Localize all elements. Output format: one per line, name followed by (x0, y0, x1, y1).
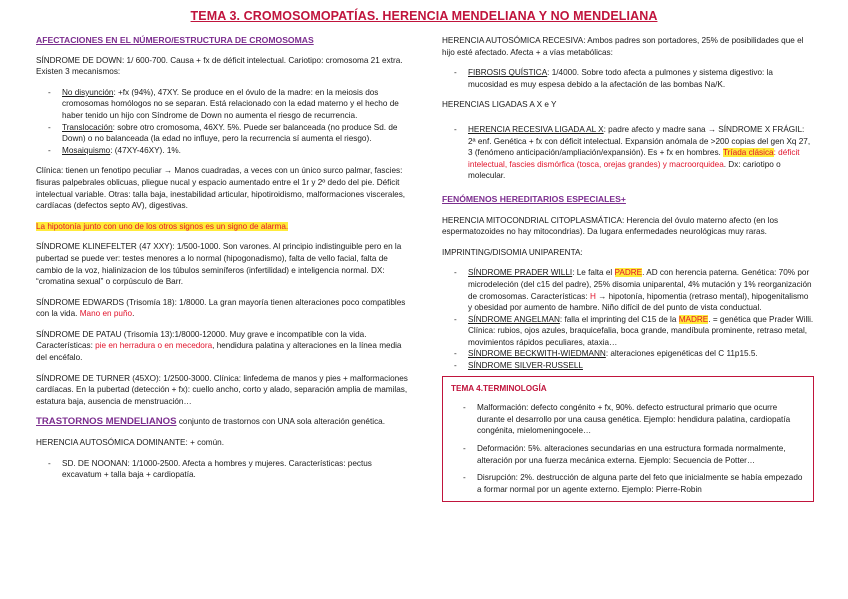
har-paragraph: HERENCIA AUTOSÓMICA RECESIVA: Ambos padres son portadores, 25% de posibilidades que el hijo esté afectado. Afecta + a vías metabólicas: (442, 36, 804, 57)
term: Translocación (62, 122, 113, 132)
klinefelter-paragraph: SÍNDROME KLINEFELTER (47 XXY): 1/500-1000. Son varones. Al principio indistinguible pero en la pubertad se puede ver: testes menores a lo normal (hipogonadismo), falta de vello facial, falta de cambio de la voz, hialinizacion de los túbulos seminíferos (infertilidad) e inteligencia normal. DX: “cromatina sexual” o corpúsculo de Barr. (36, 242, 402, 287)
alarm-note (36, 221, 408, 233)
list-item-text: : 1/4000. Sobre todo afecta a pulmones y sistema digestivo: la mucosidad es muy espesa debido a la afectación de las bombas Na/K. (468, 68, 773, 89)
list-item-text: : (47XY-46XY). 1%. (110, 145, 181, 155)
down-intro: SÍNDROME DE DOWN: 1/ 600-700. Causa + fx de déficit intelectual. Cariotipo: cromosoma 21 extra. Existen 3 mecanismos: (36, 55, 403, 77)
box-title: TEMA 4.TERMINOLOGÍA (451, 383, 547, 393)
down-clinica: Clínica: tienen un fenotipo peculiar → Manos cuadradas, a veces con un único surco palmar, fascies: fisuras palpebrales oblicuas, pliegue nucal y espacio aumentado entre el 1r y 2º dedo del pie. Déficit intelectual variable. Otras: talla baja, inestabilidad articular, hipotiroidismo, malformaciones viscerales, cardíacas (defectos septo AV), digestivas. (36, 166, 406, 211)
edwards-text: SÍNDROME EDWARDS (Trisomía 18): 1/8000. La gran mayoría tienen alteraciones poco compatibles con la vida. (36, 297, 406, 319)
list-item (442, 67, 814, 90)
list-item-text: : +fx (94%), 47XY. Se produce en el óvulo de la madre: en la meiosis dos cromosomas homólogos no se separan. Está relacionado con la edad materno y el hecho de haber tenido un hijo con Síndrome de Down no aumenta el riesgo de recurrencia. (62, 87, 399, 120)
term: SÍNDROME SILVER-RUSSELL (468, 361, 583, 371)
imprinting-heading: IMPRINTING/DISOMIA UNIPARENTA: (442, 247, 583, 257)
list-item-end: . Dx: cariotipo o molecular. (468, 159, 781, 181)
down-mechanisms-list (36, 87, 408, 157)
term: SÍNDROME ANGELMAN (468, 314, 560, 324)
list-item (36, 122, 408, 145)
terminologia-list (451, 402, 807, 495)
list-item-text: . = genética que Prader Willi. Clínica: rubios, ojos azules, braquicefalia, boca grande, mandíbula prominente, retraso metal, movimientos rápidos peculiares, ataxia… (468, 314, 814, 347)
had-heading: HERENCIA AUTOSÓMICA DOMINANTE: + común. (36, 438, 224, 448)
term: No disyunción (62, 87, 114, 97)
list-item: - Disrupción: 2%. destrucción de alguna parte del feto que inicialmente se había empezado a formar normal por un agente externo. Ejemplo: Pierre-Robin (451, 472, 807, 495)
list-item: - Deformación: 5%. alteraciones secundarias en una estructura formada normalmente, alteración por una fuerza mecánica externa. Ejemplo: Secuencia de Potter… (451, 443, 807, 466)
list-item-text: : falla el imprinting del C15 de la (559, 314, 679, 324)
patau-paragraph (36, 329, 408, 364)
list-item (442, 124, 814, 182)
madre-highlight: MADRE (678, 314, 709, 324)
triada-highlight: Tríada clásica (722, 148, 774, 158)
list-item-text: : sobre otro cromosoma, 46XY. 5%. Puede ser balanceada (no produce Sd. de Down) o no balanceada (la edad no influye, pero la recurrencia sí aumenta el riesgo). (62, 122, 398, 144)
triada-text: : déficit intelectual, fascies dismórfica (tosca, orejas grandes) y macroorquidea (468, 148, 800, 169)
list-item-text: : padre afecto y madre sana → SÍNDROME X FRÁGIL: 2ª enf. Genética + fx con déficit intelectual. Expansión anómala de >200 copias del gen Xq 27, 3 (fenómeno anticipación/ampliación/expansión). Es + fx en hombres. (468, 124, 811, 158)
term: SÍNDROME PRADER WILLI (468, 268, 573, 278)
term: FIBROSIS QUÍSTICA (468, 68, 548, 78)
list-item (442, 267, 814, 313)
term: SÍNDROME BECKWITH-WIEDMANN (468, 349, 606, 359)
list-item-text: → hipotonía, hipomentia (retraso mental), hipogenitalismo y obesidad por aumento de hambre. Niño difícil de del punto de vista conductual. (468, 291, 809, 313)
terminologia-box (442, 376, 814, 503)
list-item (36, 145, 408, 157)
turner-paragraph: SÍNDROME DE TURNER (45XO): 1/2500-3000. Clínica: linfedema de manos y pies + malformaciones cardíacas. En la pubertad (detección + fx): cuello ancho, corto y alado, separación amplia de mamilas, estatura baja, ausencia de menstruación… (36, 373, 408, 406)
noonan-text: SD. DE NOONAN: 1/1000-2500. Afecta a hombres y mujeres. Características: pectus excavatum + talla baja + cardiopatía. (62, 458, 372, 480)
mendelianos-paragraph (36, 416, 408, 428)
term: HERENCIA RECESIVA LIGADA AL X (468, 124, 604, 134)
section-heading-mendelianos: TRASTORNOS MENDELIANOS (36, 416, 177, 428)
alarm-highlight: La hipotonía junto con uno de los otros signos es un signo de alarma. (36, 221, 289, 231)
section-heading-cromosomas: AFECTACIONES EN EL NÚMERO/ESTRUCTURA DE CROMOSOMAS (36, 35, 314, 45)
list-item (36, 458, 408, 481)
mendelianos-text: conjunto de trastornos con UNA sola alteración genética. (176, 417, 385, 427)
section-heading-especiales: FENÓMENOS HEREDITARIOS ESPECIALES+ (442, 193, 626, 204)
had-list (36, 458, 408, 481)
list-item-text: . AD con herencia paterna. Genética: 70% por microdeleción (del c15 del padre), 25% disomia uniparental, 4% mutación y 1% reorganización de cromosomas. Características: (468, 268, 812, 301)
list-item (442, 348, 814, 360)
patau-highlight: pie en herradura o en mecedora (95, 341, 213, 351)
list-item (36, 87, 408, 122)
edwards-end: . (132, 309, 135, 319)
h-highlight: H (589, 291, 596, 301)
patau-end: , hendidura palatina y alteraciones en la línea media del encéfalo. (36, 341, 402, 363)
term: Mosaiquismo (62, 145, 111, 155)
har-list (442, 67, 814, 90)
right-column (442, 35, 814, 502)
edwards-highlight: Mano en puño (79, 309, 133, 319)
left-column (36, 35, 408, 481)
padre-highlight: PADRE (614, 268, 643, 278)
list-item-text: : alteraciones epigenéticas del C 11p15.5. (605, 349, 758, 359)
list-item (442, 314, 814, 349)
list-item-text: : Le falta el (572, 268, 615, 278)
page-title: TEMA 3. CROMOSOMOPATÍAS. HERENCIA MENDELIANA Y NO MENDELIANA (190, 9, 658, 23)
edwards-paragraph (36, 297, 408, 320)
list-item: - Malformación: defecto congénito + fx, 90%. defecto estructural primario que ocurre durante el desarrollo por una causa genética. Ejemplo: hendidura palatina, cardiopatía congénita, mielomeningocele… (451, 402, 807, 437)
mito-paragraph: HERENCIA MITOCONDRIAL CITOPLASMÁTICA: Herencia del óvulo materno afecto (en los espermatozoides no hay mitocondrias). Da lugara enfermedades neurológicas muy raras. (442, 215, 779, 237)
patau-text: SÍNDROME DE PATAU (Trisomía 13):1/8000-12000. Muy grave e incompatible con la vida. Características: (36, 329, 367, 351)
list-item (442, 360, 814, 372)
ligadas-list (442, 124, 814, 182)
ligadas-heading: HERENCIAS LIGADAS A X e Y (442, 100, 557, 110)
imprinting-list (442, 267, 814, 371)
